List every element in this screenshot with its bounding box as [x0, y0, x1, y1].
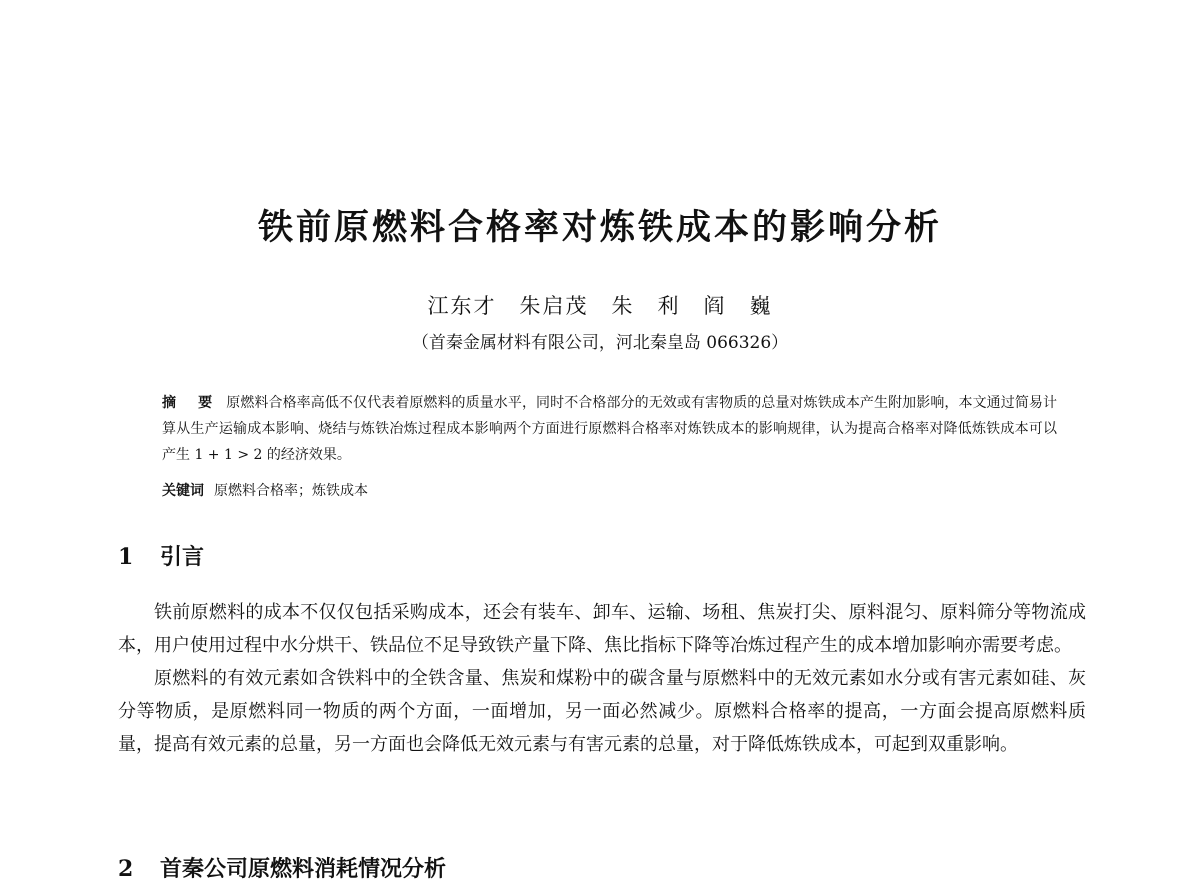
- paper-title: 铁前原燃料合格率对炼铁成本的影响分析: [257, 208, 942, 248]
- section-heading-1: [118, 540, 204, 571]
- section-heading-2: [118, 852, 446, 883]
- keywords: [162, 480, 1057, 502]
- section-number: 2: [118, 856, 134, 882]
- author-list: 江东才 朱启茂 朱 利 阎 巍: [427, 294, 773, 318]
- section-body-1: [118, 596, 1086, 761]
- abstract-label: 摘 要: [162, 395, 217, 411]
- paragraph: 铁前原燃料的成本不仅仅包括采购成本，还会有装车、卸车、运输、场租、焦炭打尖、原料混匀、原料筛分等物流成本，用户使用过程中水分烘干、铁品位不足导致铁产量下降、焦比指标下降等冶炼过程产生的成本增加影响亦需要考虑。: [118, 602, 1086, 656]
- abstract: [162, 390, 1057, 468]
- affiliation: （首秦金属材料有限公司，河北秦皇岛 066326）: [411, 333, 789, 353]
- keywords-text: 原燃料合格率；炼铁成本: [214, 483, 368, 499]
- section-number: 1: [118, 544, 134, 570]
- section-title: 首秦公司原燃料消耗情况分析: [160, 857, 447, 882]
- section-title: 引言: [160, 545, 205, 570]
- abstract-text: 原燃料合格率高低不仅代表着原燃料的质量水平，同时不合格部分的无效或有害物质的总量对炼铁成本产生附加影响，本文通过简易计算从生产运输成本影响、烧结与炼铁冶炼过程成本影响两个方面进行原燃料合格率对炼铁成本的影响规律，认为提高合格率对降低炼铁成本可以产生 1 + 1 > 2 的经济效果。: [162, 395, 1058, 463]
- keywords-label: 关键词: [162, 483, 204, 499]
- paragraph: 原燃料的有效元素如含铁料中的全铁含量、焦炭和煤粉中的碳含量与原燃料中的无效元素如水分或有害元素如硅、灰分等物质，是原燃料同一物质的两个方面，一面增加，另一面必然减少。原燃料合格率的提高，一方面会提高原燃料质量，提高有效元素的总量，另一方面也会降低无效元素与有害元素的总量，对于降低炼铁成本，可起到双重影响。: [118, 668, 1086, 755]
